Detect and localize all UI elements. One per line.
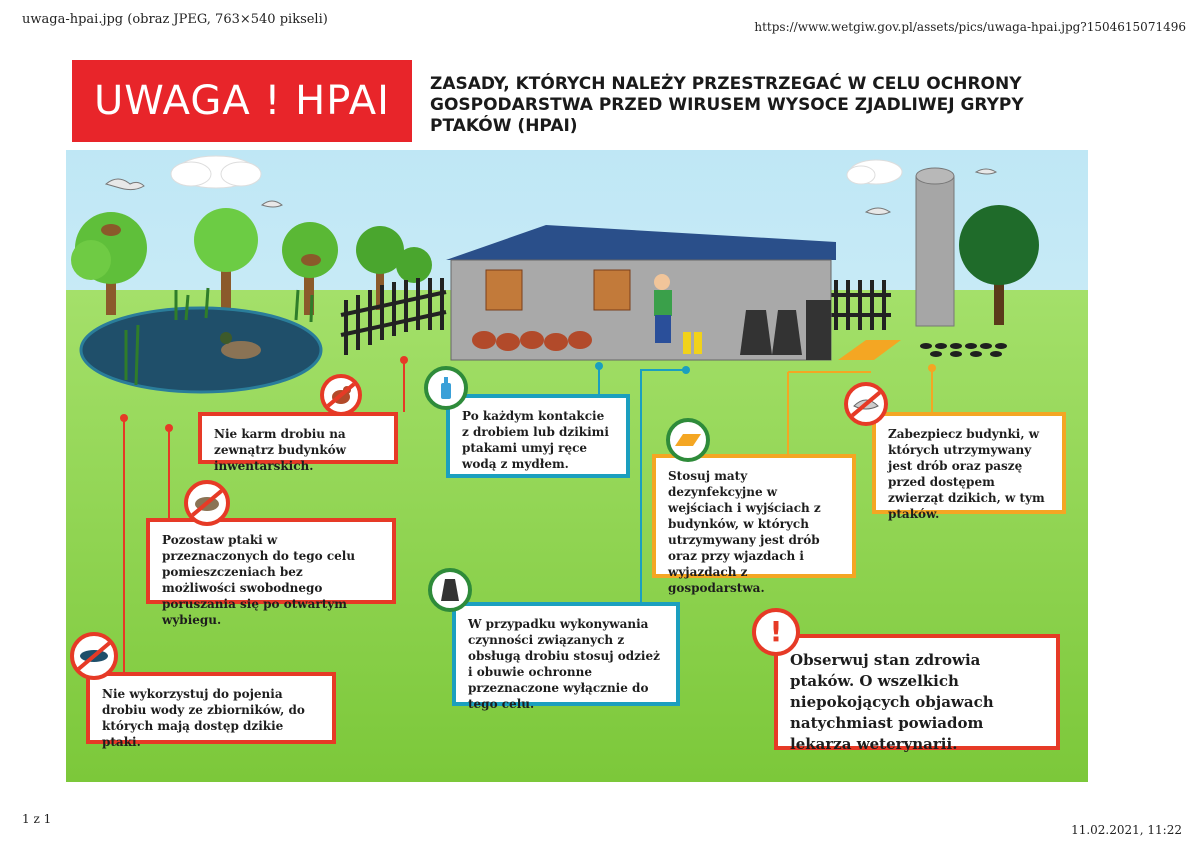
poster-headline: ZASADY, KTÓRYCH NALEŻY PRZESTRZEGAĆ W CELU OCHRONY GOSPODARSTWA PRZED WIRUSEM WYSOCE ZJADLIWEJ GRYPY PTAKÓW (HPAI) xyxy=(430,74,1024,136)
no-wild-bird-icon xyxy=(844,382,888,426)
image-title: uwaga-hpai.jpg (obraz JPEG, 763×540 pikseli) xyxy=(22,12,328,27)
no-outdoor-bird-icon xyxy=(184,480,230,526)
poster-title-banner xyxy=(72,60,412,142)
soap-bottle-icon xyxy=(424,366,468,410)
warning-exclamation-icon: ! xyxy=(752,608,800,656)
print-datetime: 11.02.2021, 11:22 xyxy=(1071,823,1182,837)
image-url: https://www.wetgiw.gov.pl/assets/pics/uwaga-hpai.jpg?1504615071496 xyxy=(754,20,1186,34)
poster-title: UWAGA ! HPAI xyxy=(94,78,390,124)
tip-protective-clothing: W przypadku wykonywania czynności związanych z obsługą drobiu stosuj odzież i obuwie ochronne przeznaczone wyłącznie do tego celu. xyxy=(452,602,680,706)
protective-apron-icon xyxy=(428,568,472,612)
tip-no-outdoor-feeding: Nie karm drobiu na zewnątrz budynków inwentarskich. xyxy=(198,412,398,464)
no-water-tank-icon xyxy=(70,632,118,680)
no-chicken-icon xyxy=(320,374,362,416)
tip-keep-birds-indoors: Pozostaw ptaki w przeznaczonych do tego celu pomieszczeniach bez możliwości swobodnego poruszania się po otwartym wybiegu. xyxy=(146,518,396,604)
hpai-poster xyxy=(66,56,1088,782)
tip-secure-buildings: Zabezpiecz budynki, w których utrzymywany jest drób oraz paszę przed dostępem zwierząt dzikich, w tym ptaków. xyxy=(872,412,1066,514)
tip-disinfection-mats: Stosuj maty dezynfekcyjne w wejściach i wyjściach z budynków, w których utrzymywany jest drób oraz przy wjazdach i wyjazdach z gospodarstwa. xyxy=(652,454,856,578)
page-counter: 1 z 1 xyxy=(22,812,52,826)
tip-observe-health: Obserwuj stan zdrowia ptaków. O wszelkich niepokojących objawach natychmiast powiadom lekarza weterynarii. xyxy=(774,634,1060,750)
disinfection-mat-icon xyxy=(666,418,710,462)
tip-no-open-water: Nie wykorzystuj do pojenia drobiu wody ze zbiorników, do których mają dostęp dzikie ptaki. xyxy=(86,672,336,744)
tip-wash-hands: Po każdym kontakcie z drobiem lub dzikimi ptakami umyj ręce wodą z mydłem. xyxy=(446,394,630,478)
